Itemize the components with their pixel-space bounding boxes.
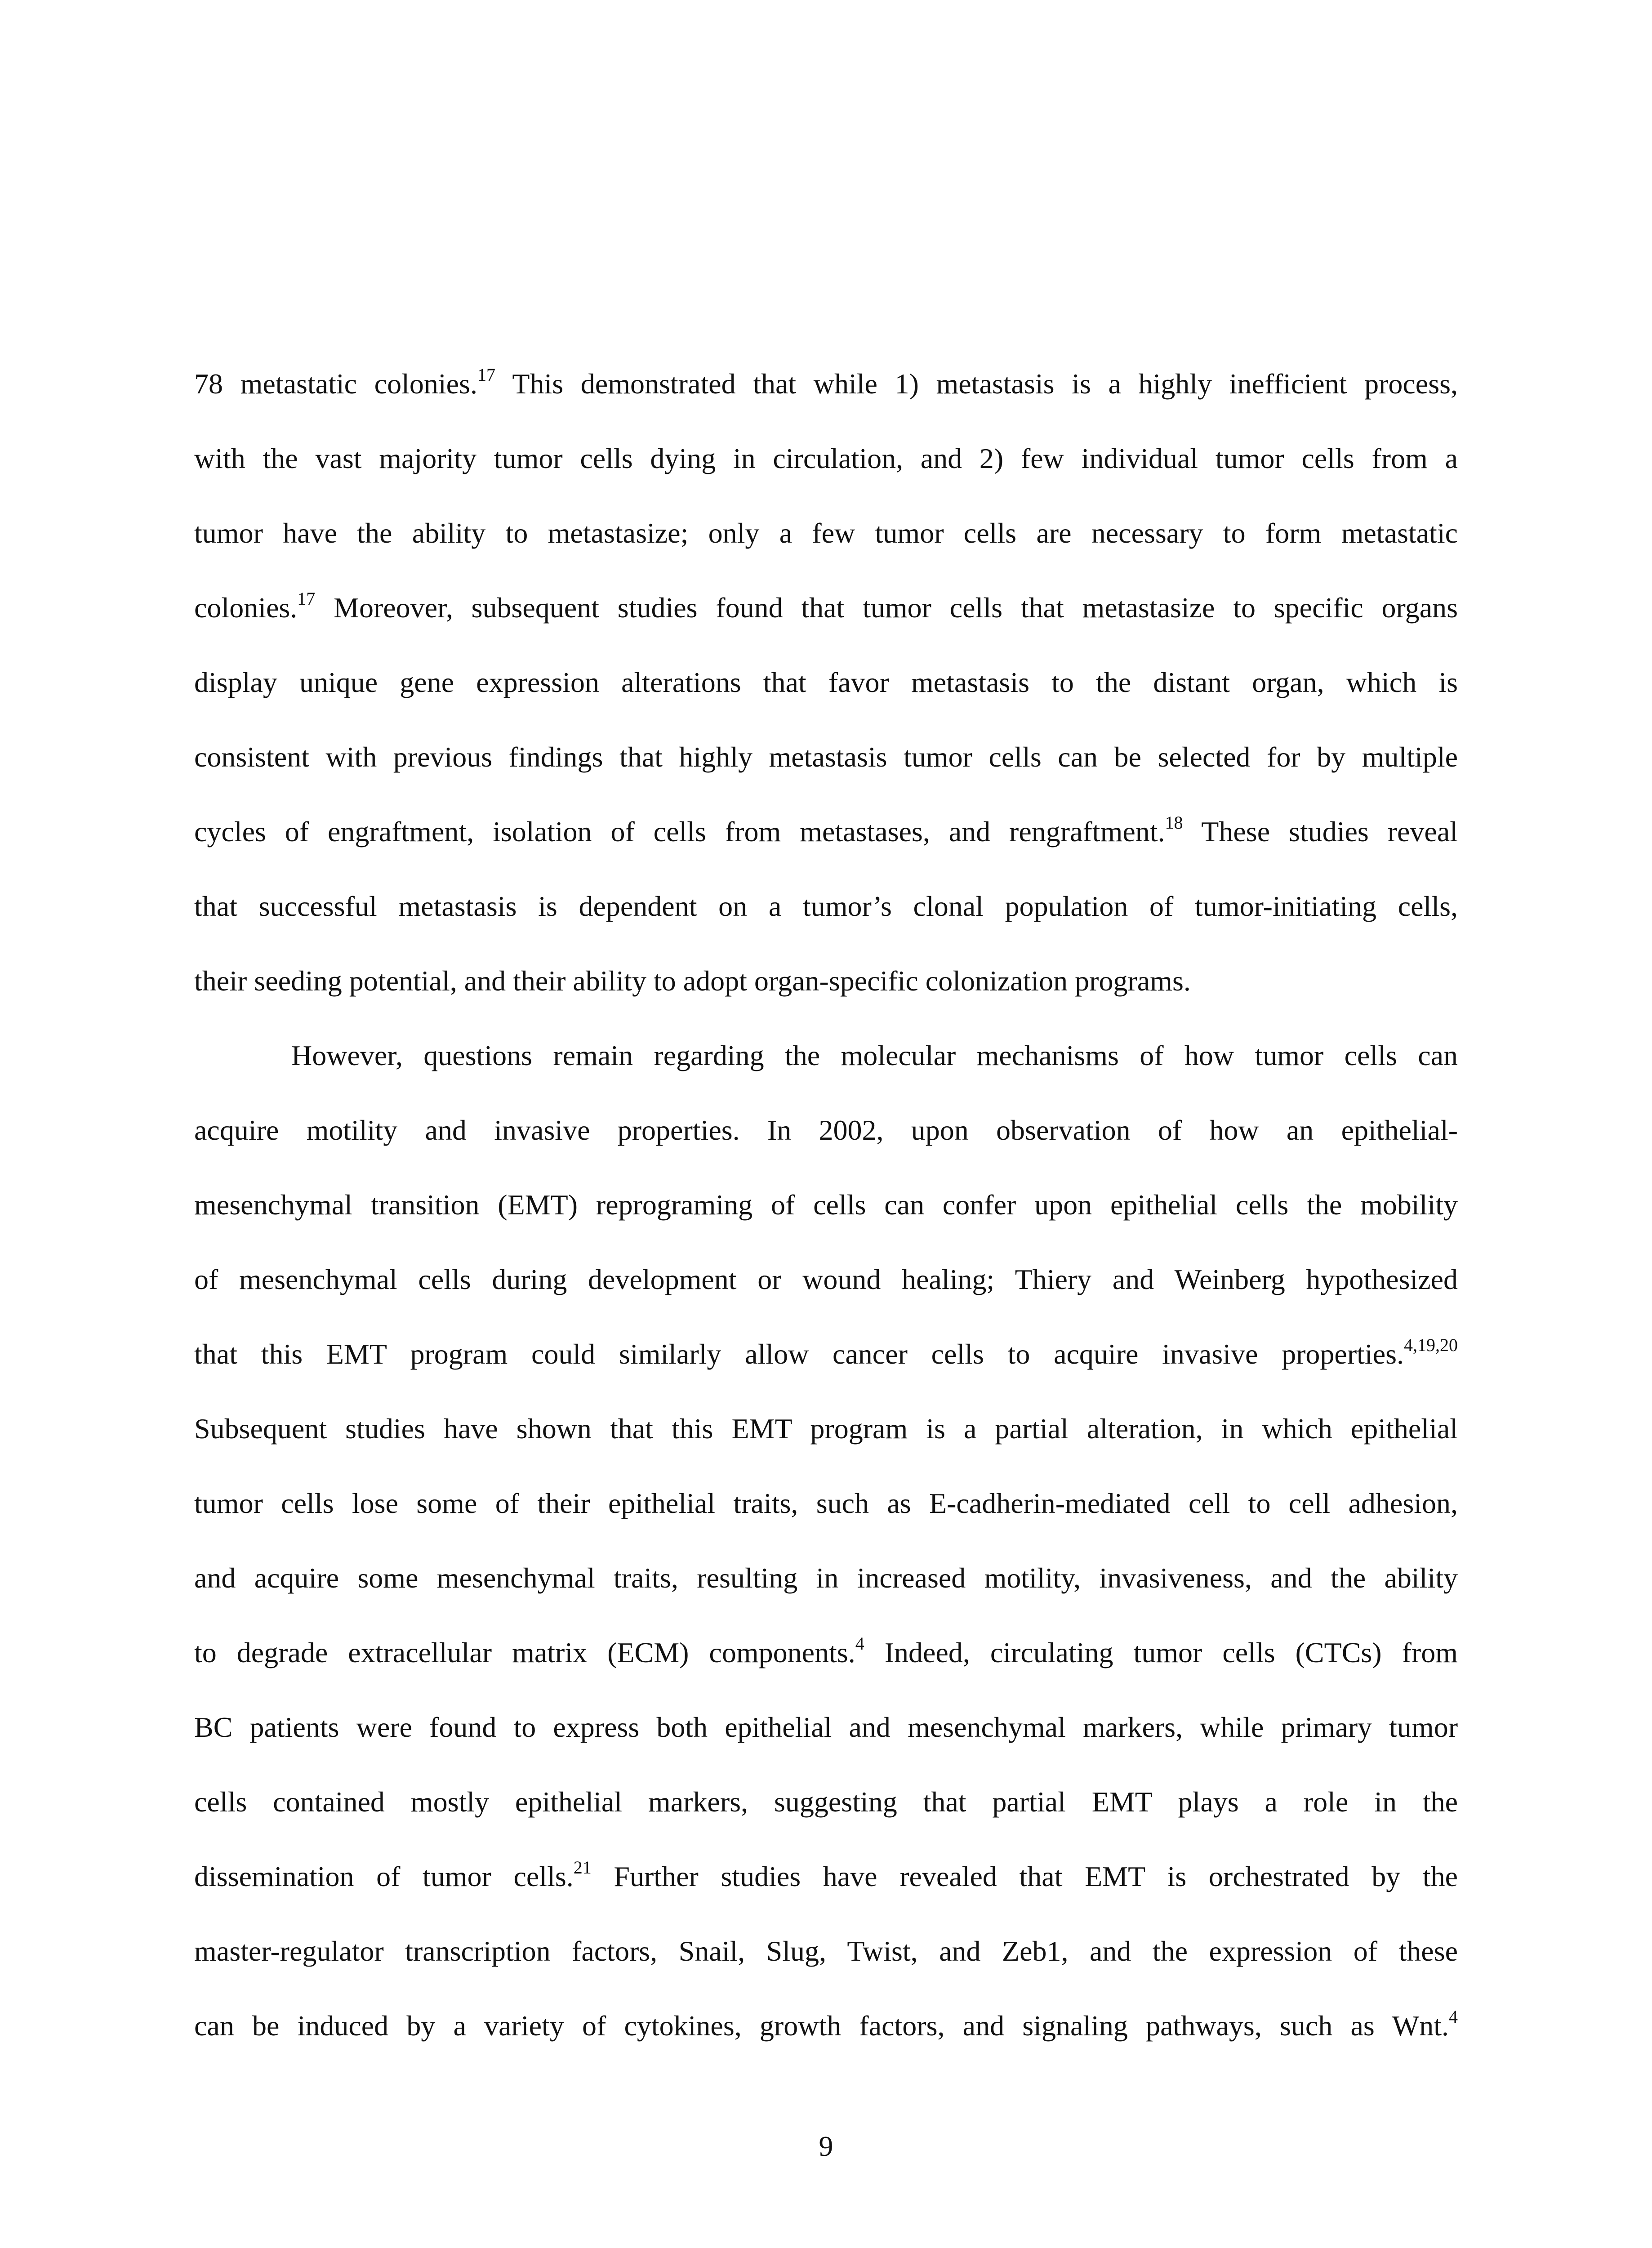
text-segment: colonies. xyxy=(194,592,298,624)
text-line xyxy=(194,444,1458,519)
text-segment: with the vast majority tumor cells dying in circulation, and 2) few individual tumor cells from a xyxy=(194,442,1458,474)
text-segment: BC patients were found to express both epithelial and mesenchymal markers, while primary tumor xyxy=(194,1711,1458,1743)
text-segment: of mesenchymal cells during development or wound healing; Thiery and Weinberg hypothesized xyxy=(194,1263,1458,1295)
text-segment: their seeding potential, and their ability to adopt organ-specific colonization programs. xyxy=(194,965,1191,997)
text-segment: that this EMT program could similarly allow cancer cells to acquire invasive properties. xyxy=(194,1338,1404,1370)
text-segment: master-regulator transcription factors, Snail, Slug, Twist, and Zeb1, and the expression of these xyxy=(194,1935,1458,1967)
text-line xyxy=(194,1191,1458,1265)
citation-superscript: 21 xyxy=(573,1857,592,1878)
text-segment: tumor cells lose some of their epithelial traits, such as E-cadherin-mediated cell to cell adhesion, xyxy=(194,1487,1458,1519)
text-line xyxy=(194,1564,1458,1638)
text-line xyxy=(194,1414,1458,1489)
text-segment: display unique gene expression alterations that favor metastasis to the distant organ, which is xyxy=(194,666,1458,698)
body-text xyxy=(194,365,1458,2086)
text-segment: consistent with previous findings that highly metastasis tumor cells can be selected for by multiple xyxy=(194,741,1458,773)
text-line xyxy=(194,1041,1458,1116)
text-line xyxy=(194,1265,1458,1340)
text-segment: acquire motility and invasive properties. In 2002, upon observation of how an epithelial- xyxy=(194,1114,1458,1146)
text-line xyxy=(194,1335,1458,1414)
text-segment: 78 metastatic colonies. xyxy=(194,368,477,400)
text-segment: Moreover, subsequent studies found that tumor cells that metastasize to specific organs xyxy=(315,592,1458,624)
text-segment: and acquire some mesenchymal traits, resulting in increased motility, invasiveness, and the ability xyxy=(194,1562,1458,1594)
text-line xyxy=(194,812,1458,892)
text-segment: cells contained mostly epithelial markers, suggesting that partial EMT plays a role in the xyxy=(194,1786,1458,1818)
text-line xyxy=(194,1116,1458,1191)
citation-superscript: 17 xyxy=(297,589,316,609)
text-segment: Indeed, circulating tumor cells (CTCs) from xyxy=(864,1637,1458,1668)
citation-superscript: 4,19,20 xyxy=(1404,1335,1458,1355)
citation-superscript: 18 xyxy=(1165,812,1183,833)
text-segment: mesenchymal transition (EMT) reprograming of cells can confer upon epithelial cells the mobility xyxy=(194,1189,1458,1221)
page-number: 9 xyxy=(819,2130,833,2162)
text-segment: cycles of engraftment, isolation of cells from metastases, and rengraftment. xyxy=(194,816,1165,847)
text-segment: dissemination of tumor cells. xyxy=(194,1860,574,1892)
text-line xyxy=(194,1489,1458,1564)
text-line xyxy=(194,1857,1458,1937)
text-line xyxy=(194,892,1458,967)
text-segment: This demonstrated that while 1) metastasis is a highly inefficient process, xyxy=(495,368,1458,400)
text-line xyxy=(194,1788,1458,1862)
text-line xyxy=(194,967,1458,1041)
citation-superscript: 4 xyxy=(1449,2007,1458,2027)
text-line xyxy=(194,365,1458,444)
text-line xyxy=(194,589,1458,668)
text-line xyxy=(194,519,1458,593)
text-line xyxy=(194,1713,1458,1788)
text-segment: However, questions remain regarding the molecular mechanisms of how tumor cells can xyxy=(291,1039,1458,1071)
text-segment: Subsequent studies have shown that this EMT program is a partial alteration, in which epithelial xyxy=(194,1413,1458,1445)
citation-superscript: 17 xyxy=(477,365,495,385)
text-line xyxy=(194,1633,1458,1713)
text-line xyxy=(194,668,1458,743)
text-line xyxy=(194,1937,1458,2012)
text-segment: to degrade extracellular matrix (ECM) components. xyxy=(194,1637,855,1668)
text-segment: can be induced by a variety of cytokines, growth factors, and signaling pathways, such as Wnt. xyxy=(194,2010,1449,2042)
text-line xyxy=(194,743,1458,817)
text-line xyxy=(194,2007,1458,2086)
text-segment: that successful metastasis is dependent on a tumor’s clonal population of tumor-initiating cells, xyxy=(194,890,1458,922)
text-segment: Further studies have revealed that EMT is orchestrated by the xyxy=(591,1860,1458,1892)
text-segment: These studies reveal xyxy=(1183,816,1458,847)
citation-superscript: 4 xyxy=(855,1633,864,1654)
text-segment: tumor have the ability to metastasize; only a few tumor cells are necessary to form metastatic xyxy=(194,517,1458,549)
